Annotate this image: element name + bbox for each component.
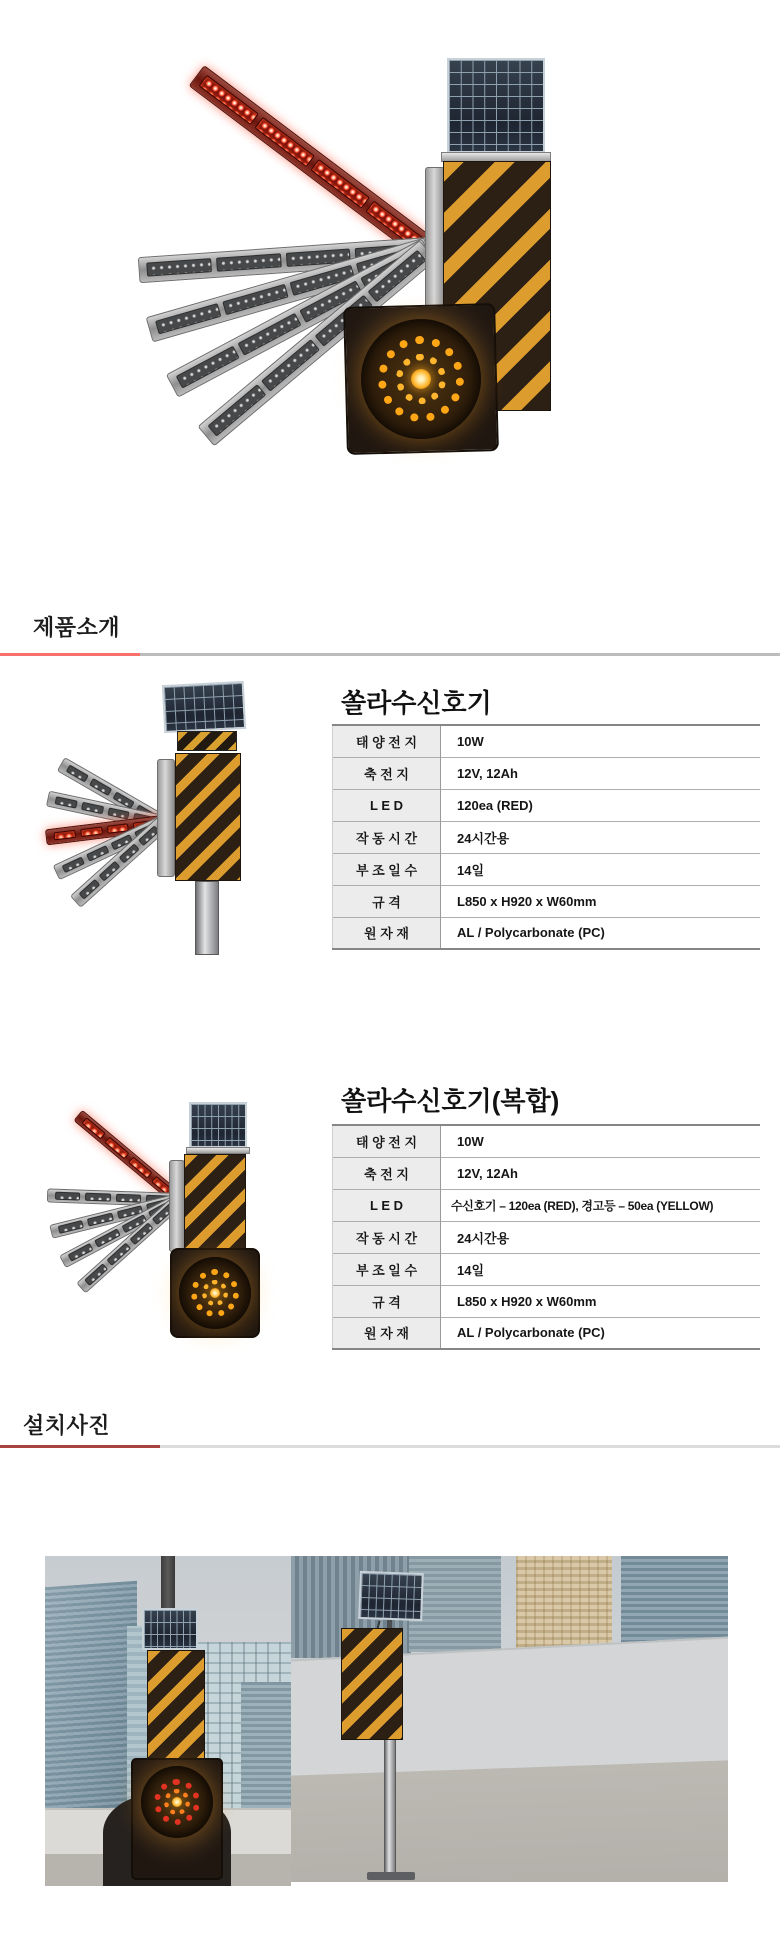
section-divider xyxy=(0,1445,780,1448)
led-cluster xyxy=(310,158,371,209)
product2-title: 쏠라수신호기(복합) xyxy=(341,1086,560,1116)
led-cluster xyxy=(81,801,104,814)
led-cluster xyxy=(58,1220,84,1233)
led-cluster xyxy=(198,74,259,125)
table-row xyxy=(333,917,761,949)
led-cluster xyxy=(176,345,240,389)
spec-value: 수신호기 – 120ea (RED), 경고등 – 50ea (YELLOW) xyxy=(441,1189,761,1221)
support-pole xyxy=(195,881,219,955)
table-row xyxy=(333,1317,761,1349)
led-cluster xyxy=(78,879,100,900)
spec-value: 120ea (RED) xyxy=(441,789,761,821)
led-cluster xyxy=(222,284,288,316)
led-cluster xyxy=(80,826,103,837)
section-divider xyxy=(0,653,780,656)
led-cluster xyxy=(61,856,84,873)
install-photo-right xyxy=(291,1556,728,1882)
spec-label: 축 전 지 xyxy=(333,1157,441,1189)
solar-panel xyxy=(447,58,545,153)
table-row xyxy=(333,821,761,853)
led-cluster xyxy=(94,1229,120,1247)
beacon-lens xyxy=(141,1766,213,1838)
building xyxy=(45,1581,137,1815)
spec-value: 14일 xyxy=(441,1253,761,1285)
table-row xyxy=(333,1221,761,1253)
amber-beacon xyxy=(343,303,499,455)
spec-label: L E D xyxy=(333,1189,441,1221)
led-cluster xyxy=(128,1156,152,1178)
spec-value: 14일 xyxy=(441,853,761,885)
striped-mast xyxy=(147,1650,205,1762)
install-photo-left xyxy=(45,1556,291,1886)
solar-panel xyxy=(358,1571,424,1621)
product1-image xyxy=(45,683,277,955)
spec-value: 24시간용 xyxy=(441,1221,761,1253)
divider-accent xyxy=(0,653,140,656)
led-cluster xyxy=(89,778,112,796)
beacon-lens xyxy=(179,1257,251,1329)
beacon-lens xyxy=(359,317,482,440)
spec-value: 24시간용 xyxy=(441,821,761,853)
pole-base xyxy=(367,1872,415,1880)
solar-panel-frame xyxy=(186,1147,250,1154)
spec-label: 작 동 시 간 xyxy=(333,1221,441,1253)
table-row xyxy=(333,757,761,789)
led-cluster xyxy=(105,1137,129,1159)
spec-label: 규 격 xyxy=(333,885,441,917)
arm-hub xyxy=(169,1160,185,1252)
amber-beacon xyxy=(170,1248,260,1338)
led-arm-lit xyxy=(189,65,436,260)
product2-spec-table xyxy=(332,1124,760,1350)
spec-label: 부 조 일 수 xyxy=(333,853,441,885)
spec-label: 작 동 시 간 xyxy=(333,821,441,853)
spec-label: 부 조 일 수 xyxy=(333,1253,441,1285)
table-row xyxy=(333,1157,761,1189)
led-cluster xyxy=(55,1192,80,1200)
spec-value: L850 x H920 x W60mm xyxy=(441,1285,761,1317)
spec-value: 10W xyxy=(457,733,484,749)
signal-beacon xyxy=(131,1758,223,1880)
led-cluster xyxy=(155,303,221,335)
spec-value: 10W xyxy=(457,1133,484,1149)
table-row xyxy=(333,1189,761,1221)
spec-label: 태 양 전 지 xyxy=(333,1125,441,1157)
led-cluster xyxy=(87,1213,113,1226)
spec-value: AL / Polycarbonate (PC) xyxy=(441,1317,761,1349)
spec-label: 축 전 지 xyxy=(333,757,441,789)
section-title-install-photos: 설치사진 xyxy=(23,1413,111,1438)
product2-image xyxy=(45,1088,277,1375)
spec-value: 12V, 12Ah xyxy=(441,757,761,789)
led-cluster xyxy=(146,258,212,277)
table-row xyxy=(333,1285,761,1317)
hero-product-image xyxy=(140,25,570,477)
striped-mast xyxy=(184,1154,246,1254)
building xyxy=(409,1556,501,1652)
led-cluster xyxy=(107,1243,131,1265)
support-pole xyxy=(161,1556,175,1614)
product1-title: 쏠라수신호기 xyxy=(341,688,492,718)
solar-panel xyxy=(162,681,246,733)
building xyxy=(241,1682,291,1820)
led-cluster xyxy=(84,1263,108,1285)
led-cluster xyxy=(82,1117,106,1139)
led-cluster xyxy=(53,829,76,840)
led-cluster xyxy=(216,253,282,272)
led-cluster xyxy=(66,764,89,782)
table-row xyxy=(333,853,761,885)
spec-label: 원 자 재 xyxy=(333,917,441,949)
table-row xyxy=(333,1125,761,1157)
beacon-led-core xyxy=(210,1288,220,1298)
photo-floor xyxy=(291,1760,728,1882)
striped-mast xyxy=(341,1628,403,1740)
led-cluster xyxy=(86,845,109,862)
beacon-led-core xyxy=(172,1797,182,1807)
table-row xyxy=(333,1253,761,1285)
solar-panel xyxy=(142,1608,198,1650)
led-cluster xyxy=(68,1243,94,1261)
solar-panel xyxy=(189,1102,247,1148)
spec-value: AL / Polycarbonate (PC) xyxy=(441,917,761,949)
spec-label: L E D xyxy=(333,789,441,821)
led-cluster xyxy=(98,861,120,882)
arm-hub xyxy=(157,759,175,877)
led-cluster xyxy=(207,384,266,437)
spec-label: 태 양 전 지 xyxy=(333,725,441,757)
spec-value: L850 x H920 x W60mm xyxy=(441,885,761,917)
spec-label: 규 격 xyxy=(333,1285,441,1317)
striped-mast xyxy=(175,753,241,881)
section-title-product-intro: 제품소개 xyxy=(33,615,121,640)
led-cluster xyxy=(254,116,315,167)
table-row xyxy=(333,789,761,821)
table-row xyxy=(333,725,761,757)
table-row xyxy=(333,885,761,917)
spec-value: 12V, 12Ah xyxy=(441,1157,761,1189)
led-cluster xyxy=(85,1193,110,1201)
product1-spec-table xyxy=(332,724,760,950)
spec-label: 원 자 재 xyxy=(333,1317,441,1349)
solar-mount xyxy=(177,731,237,751)
divider-accent xyxy=(0,1445,160,1448)
led-cluster xyxy=(55,796,78,809)
led-cluster xyxy=(115,1194,140,1202)
led-cluster xyxy=(107,807,130,820)
